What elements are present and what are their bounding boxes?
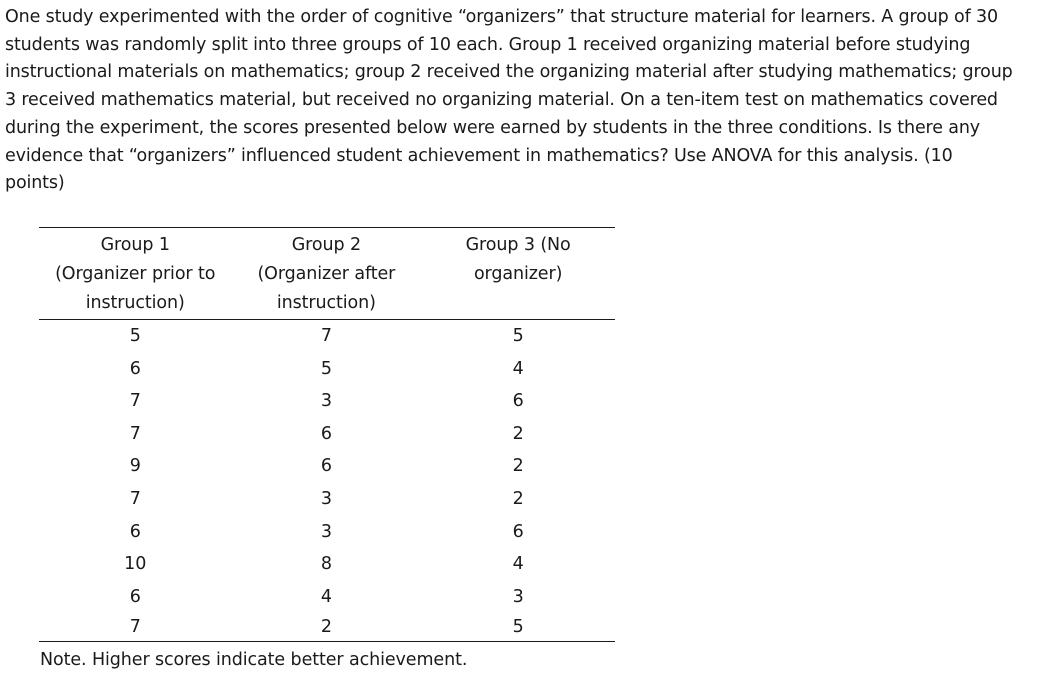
table-row [39, 581, 615, 614]
cell-group-1: 6 [129, 358, 141, 379]
header-group-1 [39, 228, 231, 320]
table-row [39, 320, 615, 353]
table-row [39, 548, 615, 581]
cell-group-1: 7 [129, 488, 141, 509]
cell-group-2: 3 [320, 391, 332, 412]
scores-table [39, 227, 615, 642]
table-row [39, 613, 615, 642]
cell-group-3: 2 [512, 488, 524, 509]
header-group-2 [231, 228, 421, 320]
table-row [39, 450, 615, 483]
cell-group-3: 4 [512, 358, 524, 379]
table-row [39, 353, 615, 386]
cell-group-2: 3 [320, 521, 332, 542]
table-header-row [39, 228, 615, 320]
cell-group-1: 6 [129, 586, 141, 607]
cell-group-2: 5 [320, 358, 332, 379]
header-group-2-line3: instruction) [276, 293, 376, 313]
question-line: One study experimented with the order of cognitive “organizers” that structure material for learners. A group of 30 [5, 7, 998, 27]
cell-group-2: 7 [320, 326, 332, 346]
cell-group-2: 3 [320, 488, 332, 509]
header-group-1-line1: Group 1 [100, 235, 170, 255]
cell-group-1: 9 [129, 456, 141, 477]
cell-group-3: 5 [421, 613, 615, 642]
table-row [39, 385, 615, 418]
question-line: instructional materials on mathematics; group 2 received the organizing material after studying mathematics; group [5, 62, 1013, 83]
header-group-3-line1: Group 3 (No [465, 235, 571, 255]
question-line: during the experiment, the scores presented below were earned by students in the three conditions. Is there any [5, 117, 980, 138]
question-text [5, 4, 1050, 198]
cell-group-1: 6 [129, 521, 141, 542]
cell-group-3: 6 [512, 521, 524, 542]
table-note: Note. Higher scores indicate better achievement. [40, 650, 468, 670]
cell-group-1: 10 [124, 554, 147, 575]
header-group-2-line2: (Organizer after [257, 264, 396, 284]
table-row [39, 418, 615, 451]
question-line: evidence that “organizers” influenced student achievement in mathematics? Use ANOVA for this analysis. (10 [5, 145, 953, 166]
question-line: 3 received mathematics material, but received no organizing material. On a ten-item test on mathematics covered [5, 90, 998, 111]
question-line: points) [5, 173, 65, 194]
cell-group-3: 5 [512, 326, 524, 346]
cell-group-2: 4 [320, 586, 332, 607]
cell-group-3: 2 [512, 423, 524, 444]
header-group-2-line1: Group 2 [291, 235, 361, 255]
header-group-1-line3: instruction) [85, 293, 185, 313]
cell-group-3: 2 [512, 456, 524, 477]
cell-group-1: 7 [39, 613, 231, 642]
cell-group-3: 3 [512, 586, 524, 607]
header-group-3 [421, 228, 615, 320]
cell-group-1: 5 [129, 326, 141, 346]
header-group-3-line2: organizer) [473, 264, 563, 284]
question-line: students was randomly split into three groups of 10 each. Group 1 received organizing material before studying [5, 34, 971, 55]
cell-group-1: 7 [129, 423, 141, 444]
cell-group-3: 6 [512, 391, 524, 412]
cell-group-2: 6 [320, 423, 332, 444]
cell-group-3: 4 [512, 554, 524, 575]
table-row [39, 516, 615, 549]
cell-group-2: 2 [231, 613, 421, 642]
cell-group-1: 7 [129, 391, 141, 412]
header-group-1-line2: (Organizer prior to [55, 264, 216, 284]
table-row [39, 483, 615, 516]
cell-group-2: 6 [320, 456, 332, 477]
cell-group-2: 8 [320, 554, 332, 575]
